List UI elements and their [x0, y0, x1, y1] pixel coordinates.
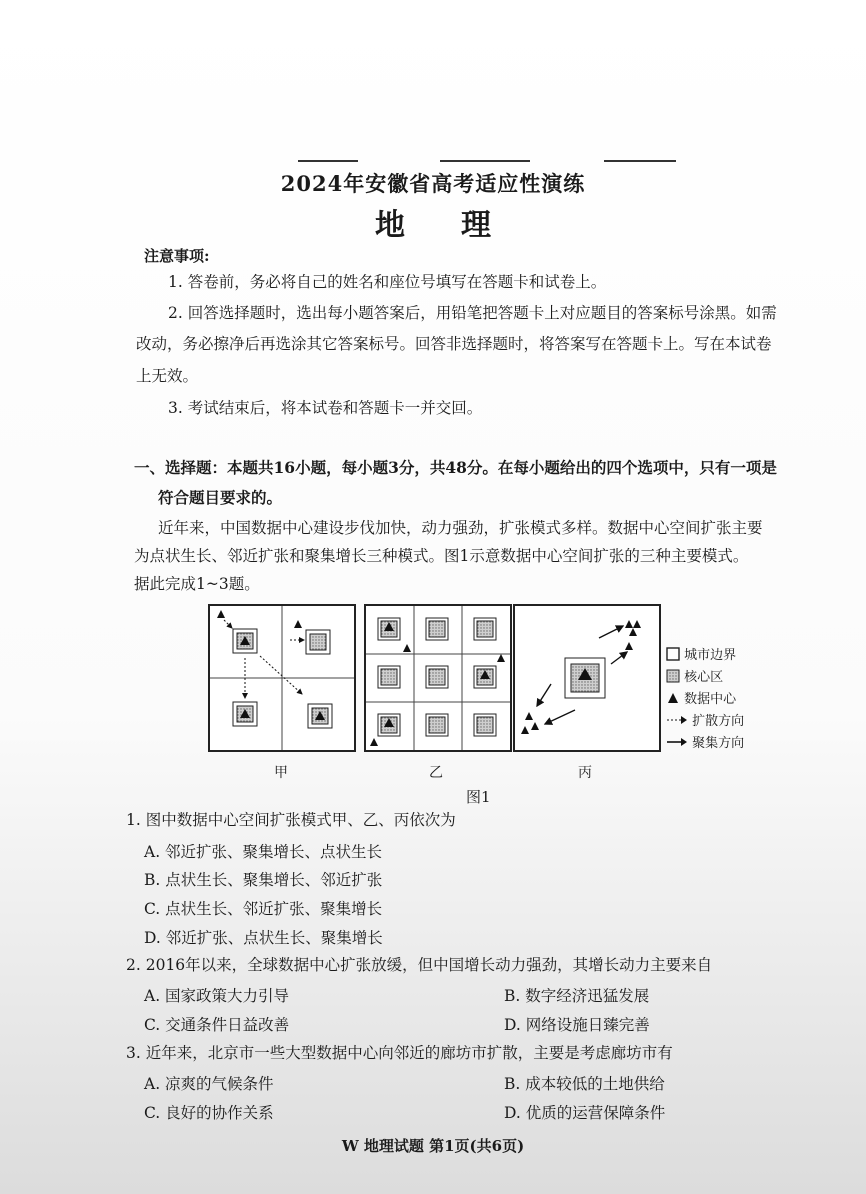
- square-outline-icon: [666, 647, 680, 661]
- passage-line: 据此完成1~3题。: [134, 575, 260, 593]
- legend-label: 聚集方向: [692, 736, 745, 751]
- question-stem: 1. 图中数据中心空间扩张模式甲、乙、丙依次为: [126, 811, 456, 829]
- option: B. 成本较低的土地供给: [504, 1075, 665, 1093]
- legend-label: 核心区: [684, 670, 724, 685]
- question-stem: 3. 近年来，北京市一些大型数据中心向邻近的廊坊市扩散，主要是考虑廊坊市有: [126, 1044, 673, 1062]
- panel-bing-diagram: [515, 606, 659, 750]
- legend-city-boundary: [666, 644, 736, 663]
- section-heading: 符合题目要求的。: [158, 488, 283, 507]
- panel-jia-diagram: [210, 606, 354, 750]
- section-heading: 一、选择题：本题共16小题，每小题3分，共48分。在每小题给出的四个选项中，只有一项是: [134, 458, 777, 477]
- legend-label: 城市边界: [684, 648, 737, 663]
- panel-label: 甲: [274, 765, 288, 781]
- legend-aggregation: [666, 732, 744, 751]
- panel-yi-diagram: [366, 606, 510, 750]
- option: C. 交通条件日益改善: [144, 1016, 290, 1034]
- legend-label: 扩散方向: [692, 714, 745, 729]
- option: B. 数字经济迅猛发展: [504, 987, 650, 1005]
- option: B. 点状生长、聚集增长、邻近扩张: [144, 871, 383, 889]
- dashed-arrow-icon: [666, 715, 688, 725]
- option: D. 邻近扩张、点状生长、聚集增长: [144, 929, 383, 947]
- header-rule: [298, 160, 358, 162]
- subject-char: 地: [375, 208, 405, 243]
- option: D. 网络设施日臻完善: [504, 1016, 650, 1034]
- notice-item: 改动，务必擦净后再选涂其它答案标号。回答非选择题时，将答案写在答题卡上。写在本试卷: [136, 335, 772, 353]
- dotted-square-icon: [666, 669, 680, 683]
- option: C. 点状生长、邻近扩张、聚集增长: [144, 900, 383, 918]
- legend-core-area: [666, 666, 723, 685]
- legend-data-center: [666, 688, 736, 707]
- option: C. 良好的协作关系: [144, 1104, 274, 1122]
- option: D. 优质的运营保障条件: [504, 1104, 666, 1122]
- notice-item: 2. 回答选择题时，选出每小题答案后，用铅笔把答题卡上对应题目的答案标号涂黑。如需: [168, 304, 777, 322]
- subject-title: [0, 200, 866, 244]
- figure-caption: 图1: [466, 788, 491, 806]
- notice-heading: 注意事项:: [144, 247, 210, 265]
- legend-label: 数据中心: [684, 692, 737, 707]
- option: A. 邻近扩张、聚集增长、点状生长: [144, 843, 383, 861]
- option: A. 凉爽的气候条件: [144, 1075, 274, 1093]
- option: A. 国家政策大力引导: [144, 987, 290, 1005]
- passage-line: 近年来，中国数据中心建设步伐加快，动力强劲，扩张模式多样。数据中心空间扩张主要: [158, 519, 763, 537]
- notice-item: 上无效。: [136, 367, 199, 385]
- panel-jia: [208, 604, 356, 752]
- question-stem: 2. 2016年以来，全球数据中心扩张放缓，但中国增长动力强劲，其增长动力主要来自: [126, 956, 713, 974]
- panel-yi: [364, 604, 512, 752]
- triangle-icon: [666, 691, 680, 705]
- panel-label: 丙: [578, 765, 592, 781]
- core-block: [306, 630, 330, 654]
- solid-arrow-icon: [666, 737, 688, 747]
- figure-1: [208, 604, 768, 784]
- notice-item: 1. 答卷前，务必将自己的姓名和座位号填写在答题卡和试卷上。: [168, 273, 607, 291]
- core-block: [233, 629, 257, 653]
- legend-diffusion: [666, 710, 744, 729]
- subject-char: 理: [461, 208, 491, 243]
- passage-line: 为点状生长、邻近扩张和聚集增长三种模式。图1示意数据中心空间扩张的三种主要模式。: [134, 547, 749, 565]
- panel-bing: [513, 604, 661, 752]
- notice-item: 3. 考试结束后，将本试卷和答题卡一并交回。: [168, 399, 483, 417]
- page-footer: W 地理试题 第1页(共6页): [341, 1137, 525, 1155]
- header-rule: [440, 160, 530, 162]
- header-rule: [604, 160, 676, 162]
- exam-title: 2024年安徽省高考适应性演练: [280, 171, 586, 196]
- panel-label: 乙: [429, 765, 443, 781]
- core-block: [233, 702, 257, 726]
- core-block: [308, 704, 332, 728]
